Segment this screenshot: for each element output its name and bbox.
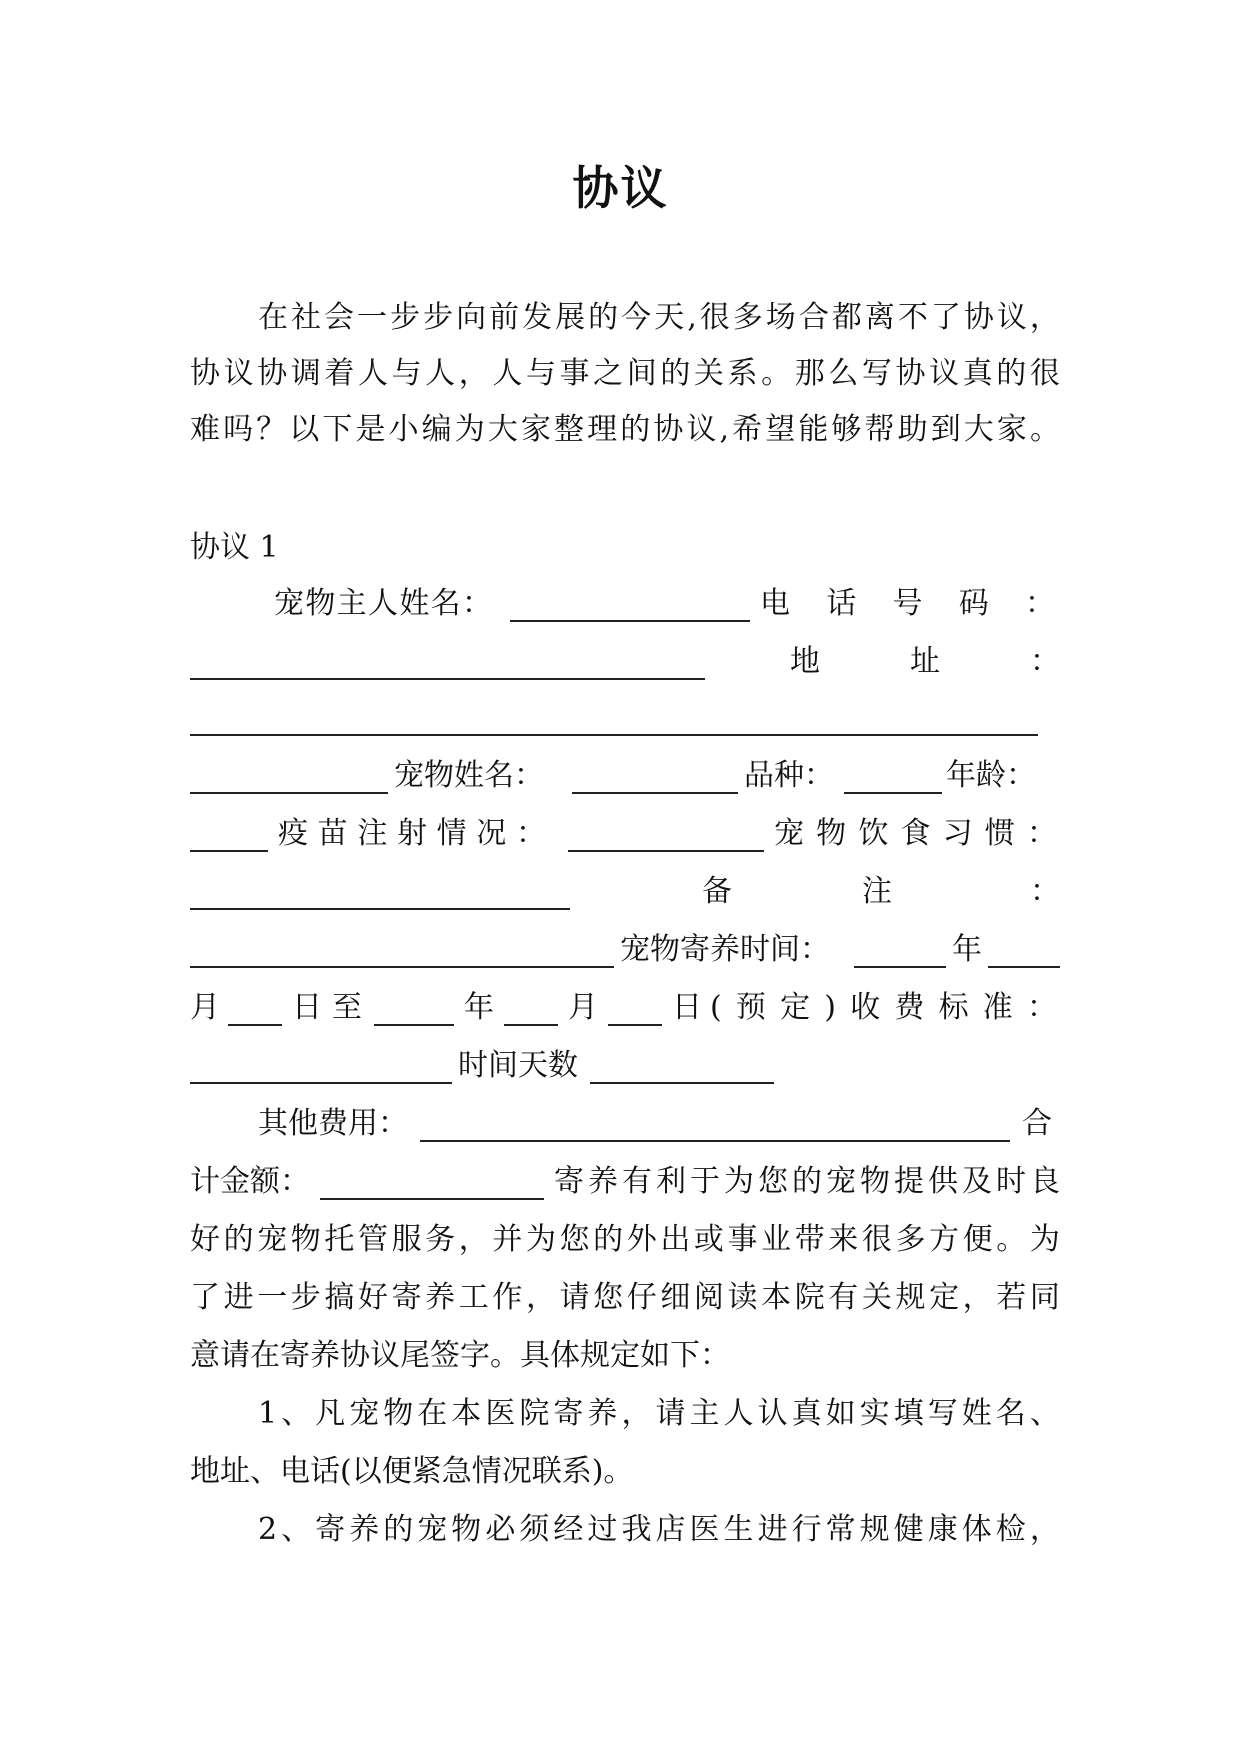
glyph: 难: [190, 412, 220, 447]
glyph: 议: [686, 412, 717, 447]
glyph: 主: [689, 1396, 720, 1431]
glyph: 。: [1029, 412, 1060, 447]
boarding-time-label: 宠物寄养时间：: [620, 932, 830, 967]
address-char-2: 址: [910, 644, 940, 679]
glyph: 的: [996, 356, 1027, 391]
glyph: 并: [492, 1222, 523, 1257]
glyph: 宠: [274, 586, 304, 621]
end-year-label: 年: [464, 990, 494, 1025]
glyph: 的: [223, 1222, 254, 1257]
glyph: 实: [859, 1396, 890, 1431]
form-line-1: [190, 582, 1060, 626]
glyph: 够: [831, 412, 862, 447]
glyph: 理: [587, 412, 618, 447]
intro-line-2: [190, 352, 1060, 396]
glyph: 的: [593, 1222, 624, 1257]
glyph: 务: [425, 1222, 456, 1257]
glyph: 进: [757, 1512, 788, 1547]
glyph: 食: [900, 816, 931, 851]
glyph: 及: [962, 1164, 992, 1199]
glyph: 请: [655, 1396, 686, 1431]
glyph: 不: [897, 300, 928, 335]
phone-field[interactable]: [190, 652, 705, 680]
total-label-rest: 计金额：: [190, 1164, 310, 1199]
glyph: 都: [831, 300, 862, 335]
glyph: (: [710, 990, 722, 1025]
glyph: 发: [522, 300, 553, 335]
glyph: 经: [553, 1512, 584, 1547]
glyph: 疫: [278, 816, 308, 851]
start-month-label: 月: [190, 990, 220, 1025]
glyph: 间: [626, 356, 657, 391]
glyph: 之: [593, 356, 624, 391]
glyph: 养: [588, 1164, 618, 1199]
total-label-prefix: 合: [1022, 1106, 1052, 1141]
glyph: 如: [825, 1396, 856, 1431]
glyph: 体: [961, 1512, 992, 1547]
glyph: 填: [893, 1396, 924, 1431]
vaccine-field[interactable]: [568, 824, 764, 852]
glyph: 同: [1029, 1280, 1060, 1315]
glyph: 很: [861, 1222, 892, 1257]
glyph: 阅: [693, 1280, 724, 1315]
glyph: 主: [336, 586, 367, 621]
glyph: 惯: [984, 816, 1015, 851]
glyph: 编: [421, 412, 452, 447]
total-amount-field[interactable]: [320, 1172, 544, 1200]
glyph: 服: [391, 1222, 422, 1257]
start-month-field[interactable]: [988, 940, 1060, 968]
glyph: 检: [995, 1512, 1026, 1547]
glyph: 或: [693, 1222, 724, 1257]
diet-label-wrap: [774, 812, 1057, 856]
glyph: 的: [660, 356, 691, 391]
glyph: 人: [723, 1396, 754, 1431]
glyph: 么: [828, 356, 859, 391]
address-char-1: 地: [790, 644, 820, 679]
glyph: 2: [258, 1512, 278, 1547]
glyph: 小: [388, 412, 419, 447]
glyph: ,: [687, 300, 697, 335]
glyph: 规: [895, 1280, 926, 1315]
start-year-field[interactable]: [854, 940, 946, 968]
glyph: 、: [281, 1396, 312, 1431]
intro-line-1: [190, 296, 1060, 340]
glyph: 步: [290, 1280, 321, 1315]
glyph: ，: [458, 356, 489, 391]
glyph: 有: [828, 1280, 859, 1315]
remark-char-3: ：: [1030, 874, 1060, 909]
intro-line-3: [190, 408, 1060, 452]
glyph: 的: [383, 1512, 414, 1547]
glyph: 进: [223, 1280, 254, 1315]
glyph: 人: [367, 586, 398, 621]
glyph: 能: [798, 412, 829, 447]
glyph: 我: [621, 1512, 652, 1547]
remark-char-2: 注: [862, 874, 892, 909]
glyph: 1: [258, 1396, 278, 1431]
glyph: 射: [396, 816, 427, 851]
glyph: 为: [525, 1222, 556, 1257]
body-line-2: [190, 1218, 1060, 1262]
glyph: 院: [794, 1280, 825, 1315]
glyph: 医: [485, 1396, 516, 1431]
glyph: 写: [861, 356, 892, 391]
glyph: 多: [895, 1222, 926, 1257]
remark-char-1: 备: [702, 874, 732, 909]
body-line-4: 意请在寄养协议尾签字。具体规定如下：: [190, 1338, 730, 1373]
glyph: 行: [791, 1512, 822, 1547]
glyph: 院: [519, 1396, 550, 1431]
glyph: 会: [324, 300, 355, 335]
body-line-1: [190, 1160, 1060, 1204]
glyph: 您: [758, 1164, 788, 1199]
glyph: 写: [927, 1396, 958, 1431]
days-count-field[interactable]: [590, 1056, 774, 1084]
glyph: 仔: [626, 1280, 657, 1315]
end-day-label: 日: [672, 990, 702, 1025]
form-line-4: [190, 754, 1060, 798]
glyph: 人: [357, 356, 388, 391]
glyph: 寄: [553, 1396, 584, 1431]
glyph: 店: [655, 1512, 686, 1547]
glyph: 宠: [257, 1222, 288, 1257]
glyph: 利: [656, 1164, 686, 1199]
glyph: 带: [794, 1222, 825, 1257]
glyph: 好: [357, 1280, 388, 1315]
glyph: 养: [587, 1396, 618, 1431]
glyph: ：: [1026, 816, 1057, 851]
glyph: 请: [559, 1280, 590, 1315]
glyph: 有: [622, 1164, 652, 1199]
glyph: 话: [826, 586, 857, 621]
form-line-10: [190, 1102, 1060, 1146]
end-day-field[interactable]: [608, 998, 662, 1026]
glyph: 过: [587, 1512, 618, 1547]
glyph: 托: [324, 1222, 355, 1257]
end-month-field[interactable]: [504, 998, 558, 1026]
start-year-label: 年: [952, 932, 982, 967]
form-line-3: [190, 696, 1060, 740]
glyph: ，: [621, 1396, 652, 1431]
glyph: 定: [780, 990, 811, 1025]
glyph: 议: [929, 356, 960, 391]
glyph: 习: [942, 816, 973, 851]
glyph: 系: [727, 356, 758, 391]
glyph: ？: [256, 412, 287, 447]
glyph: 情: [436, 816, 467, 851]
glyph: 供: [928, 1164, 958, 1199]
glyph: 物: [305, 586, 336, 621]
glyph: 必: [485, 1512, 516, 1547]
glyph: ,: [719, 412, 730, 447]
body-line-3: [190, 1276, 1060, 1320]
glyph: 人: [425, 356, 456, 391]
form-line-6: [190, 870, 1060, 914]
glyph: 的: [588, 300, 619, 335]
breed-label: 品种：: [744, 758, 834, 793]
other-fees-field[interactable]: [420, 1114, 1010, 1142]
glyph: 协: [963, 300, 994, 335]
glyph: 名: [995, 1396, 1026, 1431]
glyph: 物: [451, 1512, 482, 1547]
form-line-8: [190, 986, 1060, 1030]
glyph: 与: [391, 356, 422, 391]
glyph: 到: [930, 412, 961, 447]
glyph: 名: [430, 586, 461, 621]
glyph: 了: [930, 300, 961, 335]
glyph: 协: [895, 356, 926, 391]
glyph: 调: [290, 356, 321, 391]
glyph: ，: [1029, 1512, 1060, 1547]
glyph: 议: [996, 300, 1027, 335]
glyph: 本: [451, 1396, 482, 1431]
glyph: 助: [897, 412, 928, 447]
glyph: 物: [290, 1222, 321, 1257]
glyph: 协: [653, 412, 684, 447]
glyph: 关: [693, 356, 724, 391]
glyph: 事: [727, 1222, 758, 1257]
glyph: 今: [621, 300, 652, 335]
glyph: 下: [322, 412, 353, 447]
glyph: 本: [761, 1280, 792, 1315]
glyph: ：: [461, 586, 492, 621]
form-line-7: [190, 928, 1060, 972]
form-line-9: [190, 1044, 1060, 1088]
glyph: 寄: [315, 1512, 346, 1547]
glyph: 良: [1030, 1164, 1060, 1199]
glyph: 注: [357, 816, 388, 851]
glyph: 前: [489, 300, 520, 335]
glyph: 苗: [317, 816, 348, 851]
glyph: 您: [593, 1280, 624, 1315]
glyph: ：: [1025, 586, 1055, 621]
glyph: 物: [816, 816, 847, 851]
fee-standard-label-wrap: [710, 986, 1057, 1030]
glyph: 号: [892, 586, 923, 621]
glyph: 了: [190, 1280, 220, 1315]
glyph: 方: [929, 1222, 960, 1257]
glyph: 宠: [826, 1164, 856, 1199]
glyph: 姓: [399, 586, 430, 621]
rule-1-line-1: [190, 1392, 1060, 1436]
glyph: 宠: [417, 1512, 448, 1547]
glyph: 天: [654, 300, 685, 335]
glyph: 一: [257, 1280, 288, 1315]
breed-field[interactable]: [844, 766, 942, 794]
glyph: 便: [962, 1222, 993, 1257]
glyph: 出: [660, 1222, 691, 1257]
glyph: 协: [257, 356, 288, 391]
glyph: 关: [861, 1280, 892, 1315]
glyph: 细: [660, 1280, 691, 1315]
days-count-label: 时间天数: [458, 1048, 578, 1083]
glyph: 真: [962, 356, 993, 391]
glyph: 合: [798, 300, 829, 335]
glyph: 时: [996, 1164, 1026, 1199]
glyph: ：: [515, 816, 546, 851]
glyph: 宠: [774, 816, 804, 851]
glyph: 着: [324, 356, 355, 391]
glyph: 、: [281, 1512, 312, 1547]
glyph: 多: [732, 300, 763, 335]
glyph: 向: [456, 300, 487, 335]
glyph: 真: [791, 1396, 822, 1431]
glyph: ，: [1029, 300, 1060, 335]
glyph: 吗: [223, 412, 254, 447]
glyph: 是: [355, 412, 386, 447]
glyph: 健: [893, 1512, 924, 1547]
glyph: ，: [458, 1222, 489, 1257]
address-field[interactable]: [190, 708, 1038, 736]
remark-field[interactable]: [190, 940, 614, 968]
glyph: 准: [982, 990, 1013, 1025]
glyph: 物: [383, 1396, 414, 1431]
glyph: 家: [520, 412, 551, 447]
glyph: 读: [727, 1280, 758, 1315]
rule-2-line-1: [190, 1508, 1060, 1552]
glyph: 寄: [554, 1164, 584, 1199]
glyph: 场: [765, 300, 796, 335]
glyph: 议: [223, 356, 254, 391]
glyph: 整: [554, 412, 585, 447]
glyph: 预: [735, 990, 766, 1025]
glyph: 若: [996, 1280, 1027, 1315]
glyph: 很: [699, 300, 730, 335]
glyph: 步: [423, 300, 454, 335]
glyph: 在: [258, 300, 288, 335]
glyph: 管: [357, 1222, 388, 1257]
glyph: 为: [454, 412, 485, 447]
end-year-field[interactable]: [374, 998, 454, 1026]
glyph: 养: [349, 1512, 380, 1547]
glyph: 定: [929, 1280, 960, 1315]
glyph: 大: [963, 412, 994, 447]
glyph: 标: [938, 990, 969, 1025]
glyph: 人: [492, 356, 523, 391]
glyph: 与: [525, 356, 556, 391]
glyph: 宠: [349, 1396, 380, 1431]
glyph: 步: [390, 300, 421, 335]
vaccine-label-wrap: [278, 812, 546, 856]
glyph: 为: [724, 1164, 754, 1199]
glyph: 外: [626, 1222, 657, 1257]
glyph: 搞: [324, 1280, 355, 1315]
glyph: 很: [1029, 356, 1060, 391]
glyph: 生: [723, 1512, 754, 1547]
glyph: 在: [417, 1396, 448, 1431]
phone-label-wrap: [760, 582, 1055, 626]
owner-name-label-wrap: [274, 582, 492, 626]
glyph: 收: [850, 990, 881, 1025]
start-day-label: 日: [292, 990, 322, 1025]
glyph: 离: [864, 300, 895, 335]
glyph: 一: [357, 300, 388, 335]
glyph: 那: [794, 356, 825, 391]
end-month-label: 月: [568, 990, 598, 1025]
glyph: 、: [1029, 1396, 1060, 1431]
glyph: 望: [765, 412, 796, 447]
address-char-3: ：: [1030, 644, 1060, 679]
body-line-1-text-wrap: [554, 1160, 1060, 1204]
glyph: 常: [825, 1512, 856, 1547]
fee-standard-field[interactable]: [190, 1056, 452, 1084]
glyph: 饮: [858, 816, 889, 851]
form-line-5: [190, 812, 1060, 856]
glyph: 须: [519, 1512, 550, 1547]
glyph: 以: [289, 412, 320, 447]
glyph: ，: [525, 1280, 556, 1315]
glyph: 规: [859, 1512, 890, 1547]
glyph: 于: [690, 1164, 720, 1199]
glyph: 为: [1029, 1222, 1060, 1257]
glyph: 协: [190, 356, 220, 391]
glyph: 工: [458, 1280, 489, 1315]
glyph: 作: [492, 1280, 523, 1315]
glyph: 码: [958, 586, 989, 621]
glyph: 认: [757, 1396, 788, 1431]
glyph: 的: [792, 1164, 822, 1199]
glyph: 来: [828, 1222, 859, 1257]
glyph: 费: [894, 990, 925, 1025]
glyph: 社: [291, 300, 322, 335]
glyph: 希: [732, 412, 763, 447]
glyph: 业: [761, 1222, 792, 1257]
pet-name-field[interactable]: [572, 766, 738, 794]
glyph: 大: [487, 412, 518, 447]
to-label: 至: [332, 990, 362, 1025]
owner-name-field[interactable]: [510, 594, 750, 622]
glyph: 姓: [961, 1396, 992, 1431]
glyph: 的: [620, 412, 651, 447]
form-line-2: [190, 640, 1060, 684]
section-heading: 协议 1: [190, 530, 279, 565]
age-label: 年龄：: [946, 758, 1036, 793]
glyph: 养: [425, 1280, 456, 1315]
address-field-cont[interactable]: [190, 766, 388, 794]
start-day-field[interactable]: [228, 998, 282, 1026]
document-title: 协议: [572, 161, 669, 215]
other-fees-label: 其他费用：: [258, 1106, 408, 1141]
pet-name-label: 宠物姓名：: [394, 758, 544, 793]
glyph: 况: [476, 816, 507, 851]
glyph: 家: [996, 412, 1027, 447]
age-field[interactable]: [190, 824, 268, 852]
diet-field[interactable]: [190, 882, 570, 910]
glyph: 好: [190, 1222, 220, 1257]
glyph: ，: [962, 1280, 993, 1315]
glyph: 凡: [315, 1396, 346, 1431]
glyph: 展: [555, 300, 586, 335]
glyph: ：: [1026, 990, 1057, 1025]
glyph: 寄: [391, 1280, 422, 1315]
glyph: 帮: [864, 412, 895, 447]
glyph: 电: [760, 586, 790, 621]
glyph: 事: [559, 356, 590, 391]
rule-1-line-2: 地址、电话(以便紧急情况联系)。: [190, 1454, 634, 1489]
glyph: 。: [996, 1222, 1027, 1257]
glyph: 医: [689, 1512, 720, 1547]
glyph: 。: [761, 356, 792, 391]
glyph: 物: [860, 1164, 890, 1199]
glyph: 提: [894, 1164, 924, 1199]
glyph: 康: [927, 1512, 958, 1547]
glyph: ): [824, 990, 836, 1025]
glyph: 您: [559, 1222, 590, 1257]
